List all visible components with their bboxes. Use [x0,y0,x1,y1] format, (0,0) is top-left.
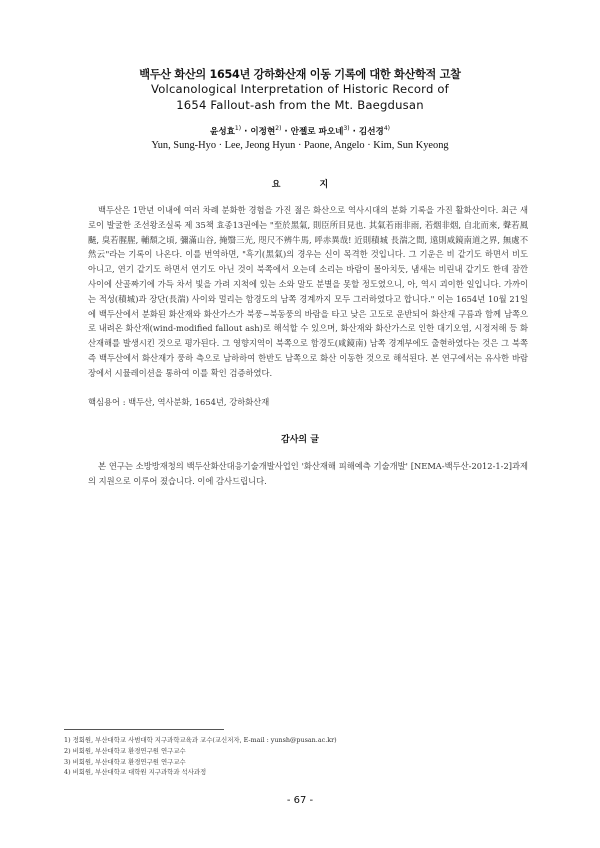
footnote-divider [64,729,224,730]
title-english-line1: Volcanological Interpretation of Historic Record of [151,82,449,96]
keywords: 핵심용어 : 백두산, 역사분화, 1654년, 강하화산재 [88,397,270,407]
author-name: 이정현 [250,127,276,137]
authors-english: Yun, Sung-Hyo · Lee, Jeong Hyun · Paone, Angelo · Kim, Sun Kyeong [151,140,449,151]
footnote-item: 3) 비회원, 부산대학교 환경연구원 연구교수 [64,757,186,766]
footnote-item: 1) 정회원, 부산대학교 사범대학 지구과학교육과 교수(교신저자, E-mail : yunsh@pusan.ac.kr) [64,736,337,744]
author-name: 윤성효 [210,127,235,137]
footnote-item: 4) 비회원, 부산대학교 대학원 지구과학과 석사과정 [64,768,207,777]
author-separator: · [349,127,359,137]
author-footnote-mark: 4) [383,125,390,133]
author-footnote-mark: 3) [343,125,350,133]
author-name: 김선경 [358,127,384,137]
footnotes [64,735,337,778]
author-separator: · [241,127,251,137]
author-separator: · [281,127,291,137]
page-number: - 67 - [286,795,314,806]
title-korean: 백두산 화산의 1654년 강하화산재 이동 기록에 대한 화산학적 고찰 [139,68,461,81]
author-footnote-mark: 1) [234,125,242,133]
abstract-body: 백두산은 1만년 이내에 여러 차례 분화한 경험을 가진 젊은 화산으로 역사시대의 분화 기록을 가진 활화산이다. 최근 새로이 발굴한 조선왕조실록 제 35책 효종13권에는 "至於黑氣, 則臣所目見也. 其氣若雨非雨, 若烟非烟, 自北而來, 聲若風飇, 臭若腥腥, 輔頹之頃, 彌滿山谷, 掩翳三光, 咫尺不辨牛馬, 呼赤異哉! 近則積城 長湍之間, 遠則咸鏡南道之界, 無處不然云"라는 기록이 나온다. 이를 번역하면, "흑기(黑氣)의 경우는 신이 목격한 것입니다. 그 기운은 비 같기도 하면서 비도 아니고, 연기 같기도 하면서 연기도 아닌 것이 북쪽에서 오는데 소리는 바람이 몰아치듯, 냄새는 비린내 같기도 한데 잠깐 사이에 산골짜기에 가득 차서 빛을 가려 지척에 있는 소와 말도 분별을 못할 정도였으니, 아, 역시 괴이한 일입니다. 가까이는 적성(積城)과 장단(長湍) 사이와 멀리는 함경도의 남쪽 경계까지 모두 그러하였다고 합니다." 이는 1654년 10월 21일에 백두산에서 분화된 화산재와 화산가스가 북풍~북동풍의 바람을 타고 낮은 고도로 운반되어 화산재 구름과 함께 남쪽으로 내려온 화산재(wind-modified fallout ash)로 해석할 수 있으며, 화산재와 화산가스로 인한 대기오염, 시정저해 등 화산재해를 발생시킨 것으로 평가된다. 그 영향지역이 북쪽으로 함경도(咸鏡南) 남쪽 경계부에도 출현하였다는 것은 그 북쪽 즉 백두산에서 화산재가 풍하 측으로 남하하여 한반도 남쪽으로 화산 이동한 것으로 해석된다. 본 연구에서는 유사한 바람장에서 시뮬레이션을 통하여 이를 확인 검증하였다. [88,205,528,378]
acknowledgement-heading: 감사의 글 [281,435,319,445]
author-name: 안젤로 파오네 [290,127,344,137]
author-footnote-mark: 2) [275,125,282,133]
footnote-item: 2) 비회원, 부산대학교 환경연구원 연구교수 [64,746,186,755]
abstract-heading: 요 지 [271,180,347,190]
title-english-line2: 1654 Fallout-ash from the Mt. Baegdusan [176,98,424,112]
acknowledgement-body: 본 연구는 소방방재청의 백두산화산대응기술개발사업인 '화산재해 피해예측 기술개발' [NEMA-백두산-2012-1-2]과제의 지원으로 이루어 졌습니다. 이에 감사드립니다. [88,461,528,486]
authors-korean [0,125,600,137]
